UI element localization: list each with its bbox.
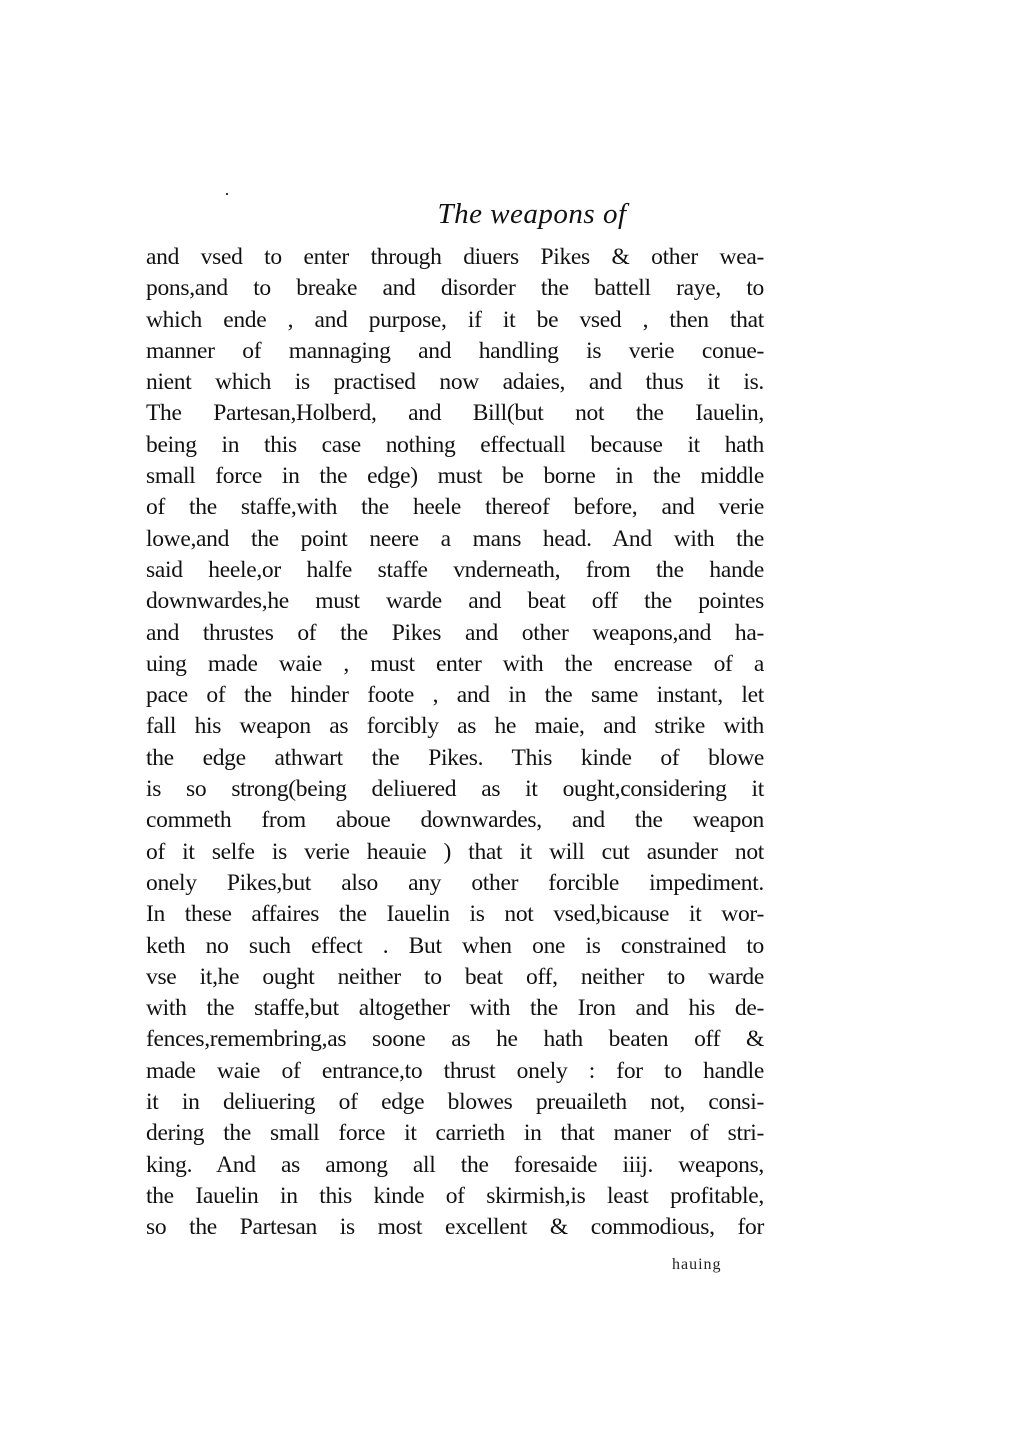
running-head: The weapons of bbox=[437, 198, 627, 230]
text-line: vse it,he ought neither to beat off, neither to warde bbox=[146, 963, 764, 990]
text-line: and vsed to enter through diuers Pikes & other wea- bbox=[146, 244, 764, 270]
text-line: is so strong(being deliuered as it ought,considering it bbox=[146, 776, 764, 803]
text-line: being in this case nothing effectuall because it hath bbox=[146, 431, 764, 458]
text-line: with the staffe,but altogether with the Iron and his de- bbox=[146, 995, 764, 1022]
text-line: of the staffe,with the heele thereof before, and verie bbox=[146, 494, 764, 521]
text-line: lowe,and the point neere a mans head. And with the bbox=[146, 525, 764, 552]
text-line: it in deliuering of edge blowes preuaileth not, consi- bbox=[146, 1089, 764, 1116]
text-line: pons,and to breake and disorder the battell raye, to bbox=[146, 275, 764, 302]
text-line: manner of mannaging and handling is verie conue- bbox=[146, 337, 764, 364]
text-line: the edge athwart the Pikes. This kinde of blowe bbox=[146, 744, 764, 771]
text-line: commeth from aboue downwardes, and the weapon bbox=[146, 807, 764, 834]
text-line: said heele,or halfe staffe vnderneath, from the hande bbox=[146, 556, 764, 583]
text-line: of it selfe is verie heauie ) that it will cut asunder not bbox=[146, 838, 764, 865]
body-text bbox=[146, 242, 764, 1244]
text-line: uing made waie , must enter with the encrease of a bbox=[146, 650, 764, 677]
text-line: the Iauelin in this kinde of skirmish,is least profitable, bbox=[146, 1182, 764, 1209]
catchword: hauing bbox=[672, 1256, 722, 1273]
text-line: made waie of entrance,to thrust onely : for to handle bbox=[146, 1057, 764, 1084]
text-line: small force in the edge) must be borne in the middle bbox=[146, 463, 764, 490]
text-line: nient which is practised now adaies, and thus it is. bbox=[146, 369, 764, 396]
text-line: downwardes,he must warde and beat off the pointes bbox=[146, 588, 764, 615]
text-line: The Partesan,Holberd, and Bill(but not the Iauelin, bbox=[146, 400, 764, 427]
text-line: which ende , and purpose, if it be vsed , then that bbox=[146, 306, 764, 333]
text-line: onely Pikes,but also any other forcible impediment. bbox=[146, 869, 764, 896]
text-line: keth no such effect . But when one is constrained to bbox=[146, 932, 764, 959]
text-line: fences,remembring,as soone as he hath beaten off & bbox=[146, 1026, 764, 1053]
text-line: and thrustes of the Pikes and other weapons,and ha- bbox=[146, 619, 764, 646]
text-line: so the Partesan is most excellent & commodious, for bbox=[146, 1214, 764, 1241]
text-line: In these affaires the Iauelin is not vsed,bicause it wor- bbox=[146, 901, 764, 928]
text-line: pace of the hinder foote , and in the same instant, let bbox=[146, 682, 764, 709]
text-line: dering the small force it carrieth in that maner of stri- bbox=[146, 1120, 764, 1147]
ink-speck bbox=[226, 193, 228, 195]
text-line: fall his weapon as forcibly as he maie, and strike with bbox=[146, 713, 764, 740]
text-line: king. And as among all the foresaide iiij. weapons, bbox=[146, 1151, 764, 1178]
